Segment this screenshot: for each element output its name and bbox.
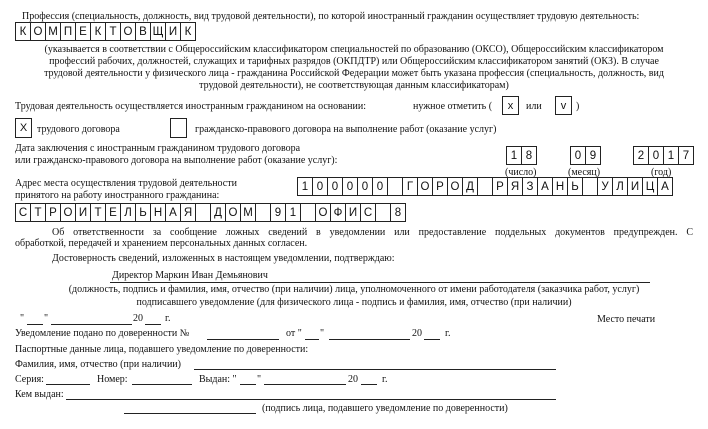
contract-day-cells (506, 146, 536, 165)
address-line1-cell[interactable]: Я (507, 177, 523, 196)
address-line2-cell[interactable] (195, 203, 211, 222)
address-line2-cell[interactable]: Ь (135, 203, 151, 222)
profession-cell[interactable]: О (120, 22, 136, 41)
date-quote-close: " (44, 313, 49, 324)
proxy-number-line[interactable] (207, 339, 279, 340)
signer-line (110, 282, 650, 283)
address-line1-cell[interactable]: А (657, 177, 673, 196)
address-line2-cell[interactable]: О (315, 203, 331, 222)
address-line2-cell[interactable]: О (225, 203, 241, 222)
profession-cell[interactable]: П (60, 22, 76, 41)
date-month-line[interactable] (51, 324, 132, 325)
profession-cell[interactable]: И (165, 22, 181, 41)
address-line2-cell[interactable]: С (360, 203, 376, 222)
address-line2-cell[interactable]: Л (120, 203, 136, 222)
proxy-quote-close: " (320, 328, 325, 339)
liability-line1: Об ответственности за сообщение ложных сведений в уведомлении или предоставление поддельных документов предупрежден. С (52, 227, 693, 238)
reliability-text: Достоверность сведений, изложенных в настоящем уведомлении, подтверждаю: (52, 253, 395, 264)
date-year-line[interactable] (145, 324, 161, 325)
address-line1-cell[interactable]: Ь (567, 177, 583, 196)
issued-year-suffix: г. (382, 374, 388, 385)
proxy-from-label: от " (286, 328, 302, 339)
profession-cell[interactable]: М (45, 22, 61, 41)
address-line2-cell[interactable]: С (15, 203, 31, 222)
profession-label: Профессия (специальность, должность, вид трудовой деятельности), по которой иностранный гражданин осуществляет трудовую деятельность: (22, 11, 640, 22)
classifier-note-3: трудовой деятельности у физического лица - гражданина Российской Федерации может быть указана профессия (специальность, должность, вид (44, 68, 664, 79)
address-line1-cells (297, 177, 672, 196)
address-line1-cell[interactable] (477, 177, 493, 196)
classifier-note-1: (указывается в соответствии с Общероссийским классификатором специальностей по образованию (ОКСО), Общероссийским классификатором (44, 44, 664, 55)
issued-month-line[interactable] (264, 384, 346, 385)
contract-year-cell[interactable]: 1 (663, 146, 679, 165)
mark-v-example: v (555, 96, 572, 115)
proxy-month-line[interactable] (329, 339, 410, 340)
address-line2-cell[interactable]: Е (105, 203, 121, 222)
address-line1-cell[interactable]: 0 (357, 177, 373, 196)
address-label-1: Адрес места осуществления трудовой деятельности (15, 178, 237, 189)
contract-year-cell[interactable]: 0 (648, 146, 664, 165)
address-line1-cell[interactable]: 0 (342, 177, 358, 196)
address-line2-cell[interactable]: Я (180, 203, 196, 222)
address-line2-cell[interactable]: 8 (390, 203, 406, 222)
mark-close: ) (576, 101, 580, 112)
proxy-year-prefix: 20 (412, 328, 422, 339)
date-year-prefix: 20 (133, 313, 143, 324)
address-line2-cell[interactable] (300, 203, 316, 222)
civil-contract-label: гражданско-правового договора на выполнение работ (оказание услуг) (195, 124, 497, 135)
address-line1-cell[interactable] (387, 177, 403, 196)
address-line2-cell[interactable] (255, 203, 271, 222)
profession-cell[interactable]: К (90, 22, 106, 41)
contract-year-cells (633, 146, 693, 165)
labor-contract-label: трудового договора (37, 124, 120, 135)
contract-date-label-1: Дата заключения с иностранным гражданином трудового договора (15, 143, 301, 154)
address-line1-cell[interactable]: З (522, 177, 538, 196)
contract-year-cell[interactable]: 7 (678, 146, 694, 165)
contract-day-cell[interactable]: 8 (521, 146, 537, 165)
address-line2-cells (15, 203, 405, 222)
mark-x-example: x (502, 96, 519, 115)
address-line2-cell[interactable]: Д (210, 203, 226, 222)
month-caption: (месяц) (568, 167, 601, 178)
address-line1-cell[interactable]: А (537, 177, 553, 196)
address-line2-cell[interactable]: О (60, 203, 76, 222)
address-line2-cell[interactable]: Н (150, 203, 166, 222)
proxy-year-suffix: г. (445, 328, 451, 339)
issued-label: Выдан: " (199, 374, 237, 385)
address-line1-cell[interactable]: И (627, 177, 643, 196)
address-line1-cell[interactable]: 1 (297, 177, 313, 196)
issued-by-line[interactable] (66, 399, 556, 400)
basis-label: Трудовая деятельность осуществляется иностранным гражданином на основании: (15, 101, 366, 112)
address-line1-cell[interactable]: Г (402, 177, 418, 196)
profession-cell[interactable]: О (30, 22, 46, 41)
issued-by-label: Кем выдан: (15, 389, 64, 400)
issued-quote-close: " (257, 374, 262, 385)
contract-year-cell[interactable]: 2 (633, 146, 649, 165)
stamp-place: Место печати (597, 314, 656, 325)
issued-year-line[interactable] (361, 384, 377, 385)
civil-contract-checkbox[interactable] (170, 118, 187, 138)
passport-label: Паспортные данные лица, подавшего уведомление по доверенности: (15, 344, 309, 355)
address-line1-cell[interactable]: 0 (327, 177, 343, 196)
contract-date-label-2: или гражданско-правового договора на выполнение работ (оказание услуг): (15, 155, 338, 166)
signer-value: Директор Маркин Иван Демьянович (112, 270, 268, 281)
address-line2-cell[interactable]: Т (30, 203, 46, 222)
address-line2-cell[interactable]: Ф (330, 203, 346, 222)
address-line2-cell[interactable]: А (165, 203, 181, 222)
proxy-year-line[interactable] (424, 339, 440, 340)
proxy-signature-caption: (подпись лица, подавшего уведомление по доверенности) (262, 403, 508, 414)
address-line1-cell[interactable]: О (447, 177, 463, 196)
year-caption: (год) (651, 167, 672, 178)
contract-day-cell[interactable]: 1 (506, 146, 522, 165)
signer-caption-2: подписавшего уведомление (для физического лица - подпись и фамилия, имя, отчество (при наличии) (136, 297, 572, 308)
profession-cell[interactable]: Т (105, 22, 121, 41)
address-line2-cell[interactable] (375, 203, 391, 222)
date-year-suffix: г. (165, 313, 171, 324)
address-line1-cell[interactable]: Н (552, 177, 568, 196)
liability-line2: обработкой, передачей и хранением персональных данных согласен. (15, 238, 308, 249)
address-line1-cell[interactable]: Ц (642, 177, 658, 196)
profession-cell[interactable]: К (180, 22, 196, 41)
mark-or: или (526, 101, 542, 112)
proxy-submitted-label: Уведомление подано по доверенности № (15, 328, 190, 339)
issued-day-line[interactable] (240, 384, 256, 385)
proxy-signature-line[interactable] (124, 413, 256, 414)
address-line1-cell[interactable]: 0 (312, 177, 328, 196)
address-line1-cell[interactable]: Д (462, 177, 478, 196)
proxy-day-line[interactable] (305, 339, 319, 340)
profession-cell[interactable]: В (135, 22, 151, 41)
address-line1-cell[interactable]: Р (492, 177, 508, 196)
contract-month-cells (570, 146, 600, 165)
address-line1-cell[interactable]: 0 (372, 177, 388, 196)
profession-cells (15, 22, 195, 41)
signer-caption: (должность, подпись и фамилия, имя, отчество (при наличии) лица, уполномоченного от имени работодателя (заказчика работ, услуг) (68, 284, 640, 295)
address-line1-cell[interactable] (582, 177, 598, 196)
number-label: Номер: (97, 374, 128, 385)
mark-instruction: нужное отметить ( (413, 101, 493, 112)
series-line[interactable] (46, 384, 90, 385)
fio-line[interactable] (194, 369, 556, 370)
classifier-note-4: трудовой деятельности), не соответствующая данным классификаторам) (199, 80, 509, 91)
profession-cell[interactable]: Щ (150, 22, 166, 41)
address-line2-cell[interactable]: И (75, 203, 91, 222)
address-line1-cell[interactable]: У (597, 177, 613, 196)
address-line2-cell[interactable]: 1 (285, 203, 301, 222)
profession-cell[interactable]: Е (75, 22, 91, 41)
address-line1-cell[interactable]: Р (432, 177, 448, 196)
day-caption: (число) (505, 167, 537, 178)
address-label-2: принятого на работу иностранного гражданина: (15, 190, 220, 201)
issued-year-prefix: 20 (348, 374, 358, 385)
address-line2-cell[interactable]: Р (45, 203, 61, 222)
date-quote-open: " (20, 313, 25, 324)
address-line2-cell[interactable]: И (345, 203, 361, 222)
contract-month-cell[interactable]: 9 (585, 146, 601, 165)
address-line2-cell[interactable]: Т (90, 203, 106, 222)
contract-month-cell[interactable]: 0 (570, 146, 586, 165)
labor-contract-checkbox[interactable]: X (15, 118, 32, 138)
fio-label: Фамилия, имя, отчество (при наличии) (15, 359, 181, 370)
profession-cell[interactable]: К (15, 22, 31, 41)
classifier-note-2: профессий рабочих, должностей, служащих и тарифных разрядов (ОКПДТР) или Общероссийским классификатором занятий (ОКЗ). В случае (49, 56, 659, 67)
address-line2-cell[interactable]: 9 (270, 203, 286, 222)
address-line1-cell[interactable]: О (417, 177, 433, 196)
series-label: Серия: (15, 374, 44, 385)
address-line1-cell[interactable]: Л (612, 177, 628, 196)
address-line2-cell[interactable]: М (240, 203, 256, 222)
date-day-line[interactable] (27, 324, 43, 325)
number-line[interactable] (132, 384, 192, 385)
